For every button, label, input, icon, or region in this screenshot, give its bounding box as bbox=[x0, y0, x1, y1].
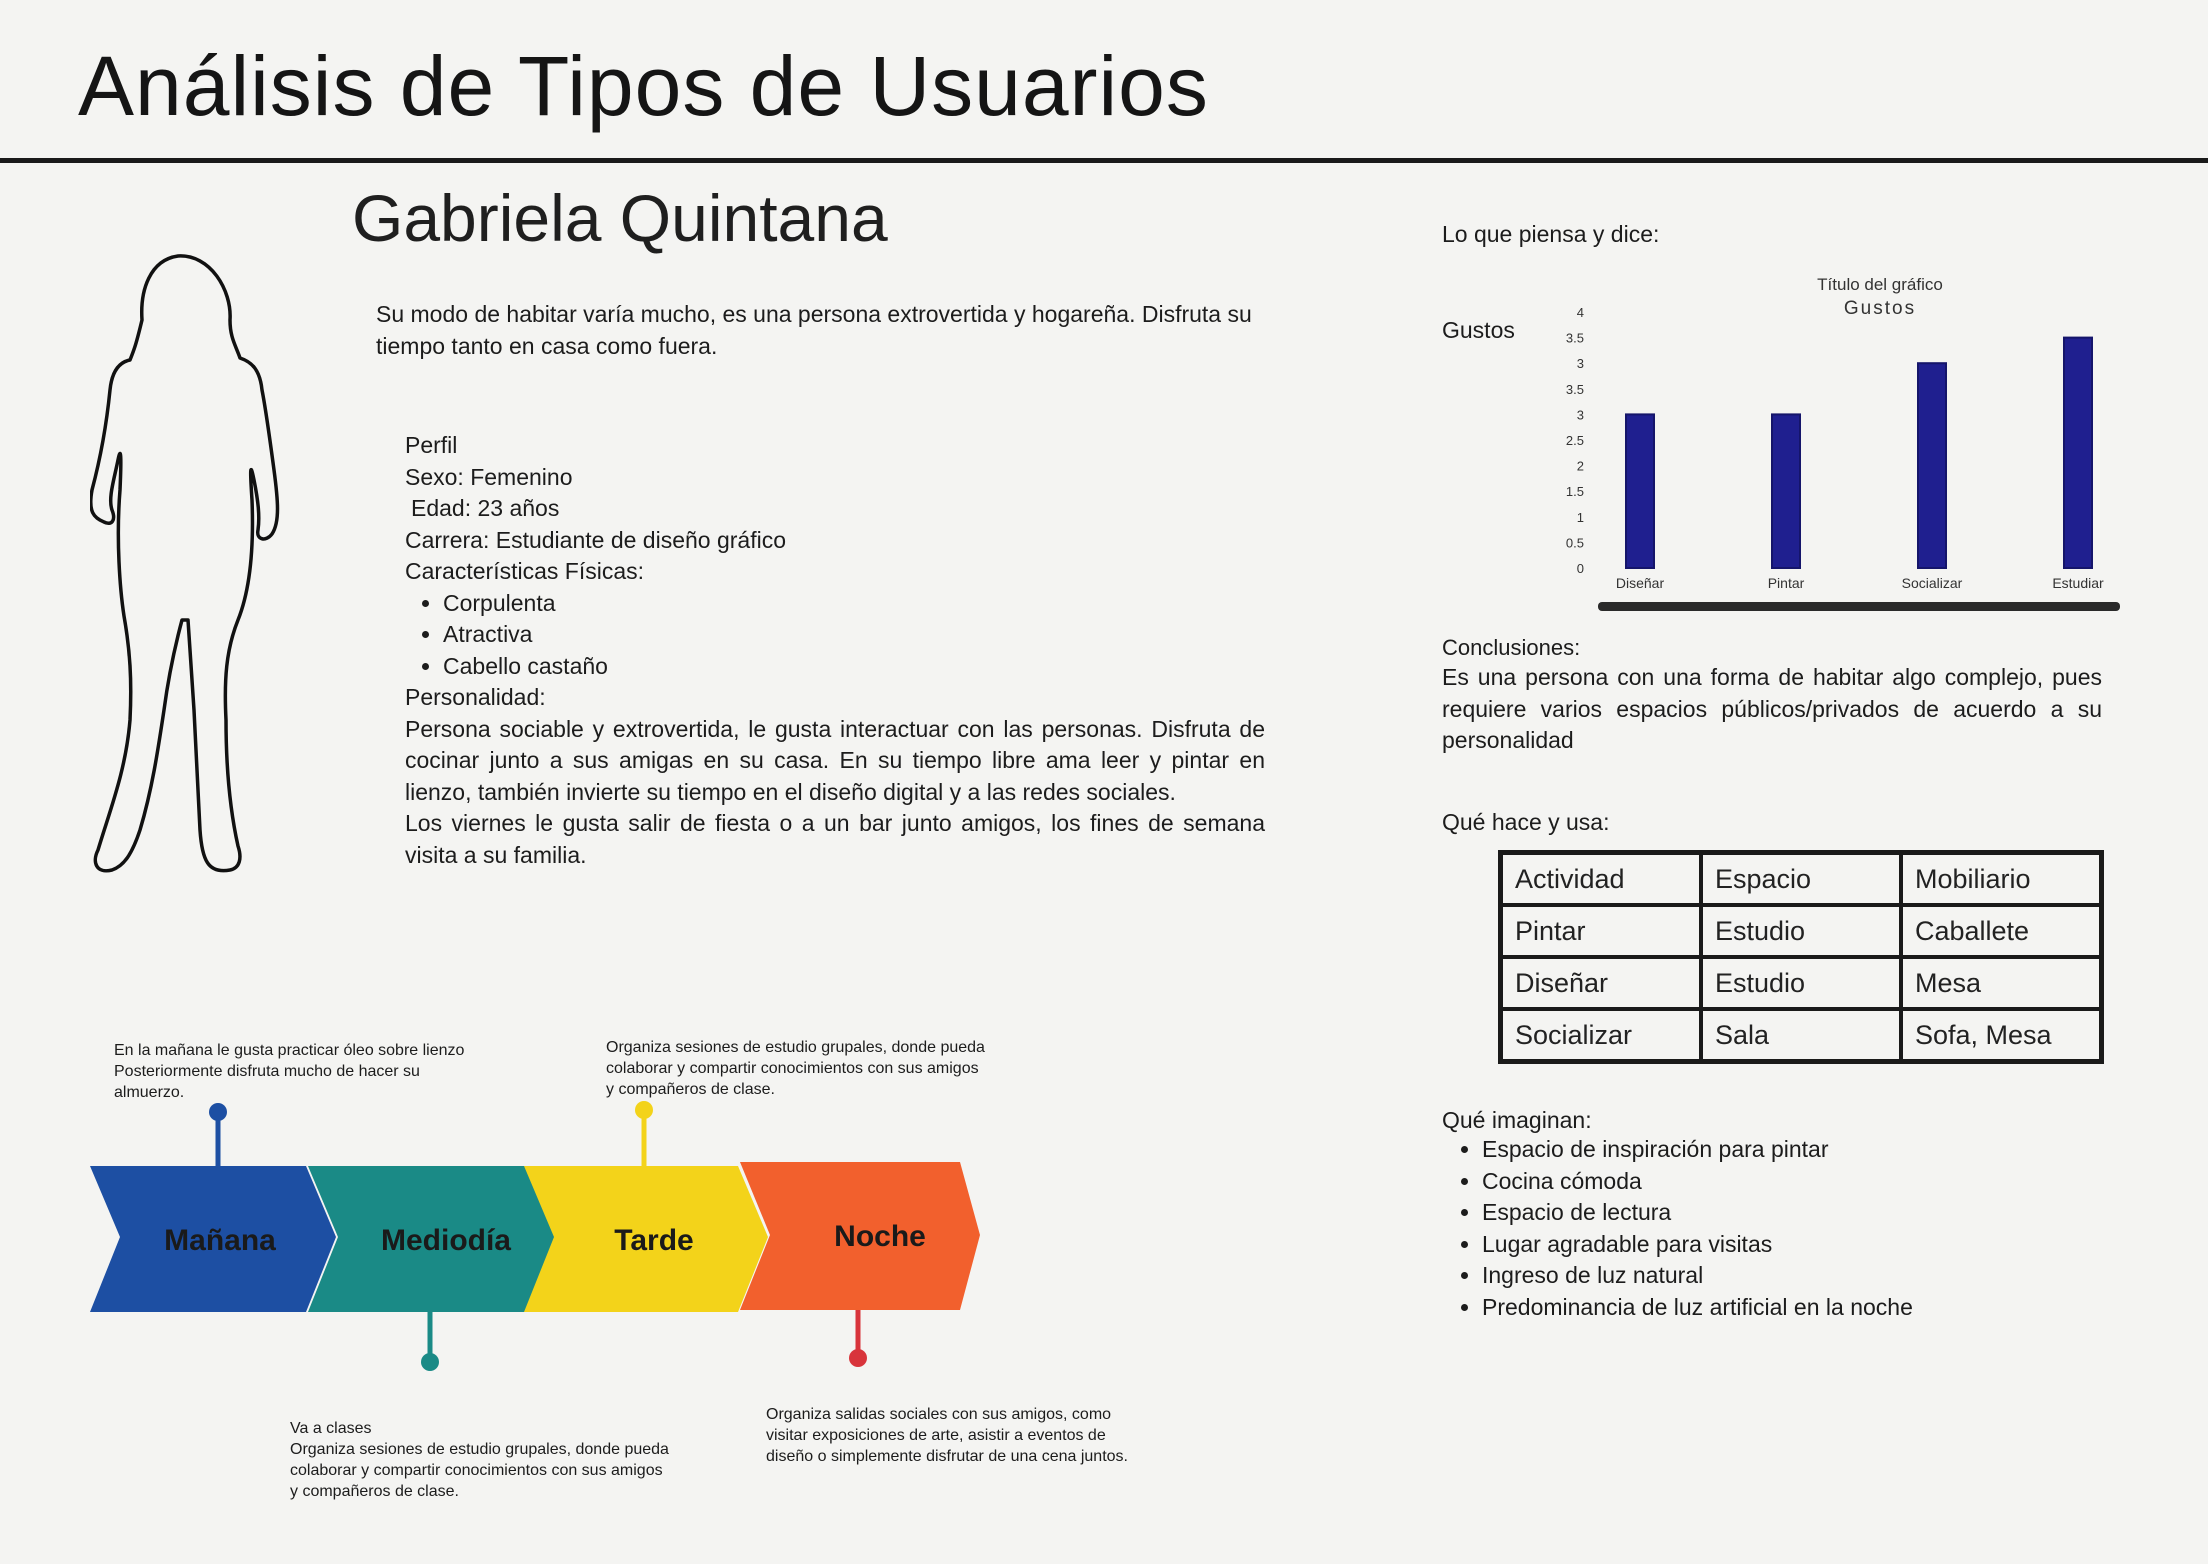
profile-age: Edad: 23 años bbox=[411, 495, 560, 521]
person-silhouette-icon bbox=[90, 250, 290, 890]
y-tick-label: 3.5 bbox=[1565, 330, 1584, 346]
list-item: • Predominancia de luz artificial en la noche bbox=[1482, 1292, 1962, 1324]
imagine-list bbox=[1442, 1134, 1962, 1323]
pin-mediodia bbox=[421, 1312, 439, 1371]
profile-career: Carrera: Estudiante de diseño gráfico bbox=[405, 526, 786, 553]
table-cell: Mobiliario bbox=[1901, 853, 2102, 906]
chart-title: Título del gráfico bbox=[1817, 275, 1943, 294]
x-tick-label: Diseñar bbox=[1615, 575, 1665, 591]
profile-section bbox=[405, 430, 1265, 871]
table-cell: Estudio bbox=[1701, 957, 1901, 1009]
profile-heading: Perfil bbox=[405, 432, 458, 458]
y-tick-label: 2 bbox=[1576, 458, 1584, 474]
table-row bbox=[1501, 853, 2102, 906]
note-manana: En la mañana le gusta practicar óleo sobre lienzo Posteriormente disfruta mucho de hacer su almuerzo. bbox=[114, 1042, 465, 1101]
chart-subtitle: Gustos bbox=[1843, 298, 1917, 319]
x-tick-label: Socializar bbox=[1901, 575, 1963, 591]
table-cell: Caballete bbox=[1901, 905, 2102, 957]
list-item: • Espacio de inspiración para pintar bbox=[1482, 1134, 1962, 1166]
imagine-heading: Qué imaginan: bbox=[1442, 1107, 1592, 1133]
gustos-label: Gustos bbox=[1442, 317, 1515, 343]
table-cell: Pintar bbox=[1501, 905, 1702, 957]
pin-noche bbox=[849, 1310, 867, 1367]
list-item: • Lugar agradable para visitas bbox=[1482, 1229, 1962, 1261]
conclusions-heading: Conclusiones: bbox=[1442, 635, 1581, 660]
list-item: • Cocina cómoda bbox=[1482, 1166, 1962, 1198]
table-cell: Actividad bbox=[1501, 853, 1702, 906]
list-item: • Espacio de lectura bbox=[1482, 1197, 1962, 1229]
physical-heading: Características Físicas: bbox=[405, 558, 644, 584]
user-intro: Su modo de habitar varía mucho, es una persona extrovertida y hogareña. Disfruta su tiempo tanto en casa como fuera. bbox=[376, 301, 1252, 359]
thinks-says-heading: Lo que piensa y dice: bbox=[1442, 221, 1660, 247]
table-cell: Diseñar bbox=[1501, 957, 1702, 1009]
y-tick-label: 3.5 bbox=[1565, 381, 1584, 397]
table-cell: Sofa, Mesa bbox=[1901, 1009, 2102, 1062]
y-tick-label: 0.5 bbox=[1565, 535, 1584, 551]
list-item: • Corpulenta bbox=[443, 588, 1265, 620]
activities-heading: Qué hace y usa: bbox=[1442, 809, 1610, 835]
title-divider bbox=[0, 158, 2208, 163]
chart-baseline bbox=[1598, 602, 2120, 611]
table-row bbox=[1501, 1009, 2102, 1062]
table-cell: Espacio bbox=[1701, 853, 1901, 906]
stage-label-tarde: Tarde bbox=[614, 1224, 694, 1257]
y-tick-label: 3 bbox=[1576, 356, 1584, 372]
personality-text: Persona sociable y extrovertida, le gusta interactuar con las personas. Disfruta de cocinar junto a sus amigas en su casa. En su tiempo libre ama leer y pintar en lienzo, también invierte su tiempo en el diseño digital y a las redes sociales. bbox=[405, 715, 1265, 805]
y-tick-label: 3 bbox=[1576, 407, 1584, 423]
y-tick-label: 2.5 bbox=[1565, 433, 1584, 448]
list-item: • Ingreso de luz natural bbox=[1482, 1260, 1962, 1292]
conclusions-text: Es una persona con una forma de habitar algo complejo, pues requiere varios espacios públicos/privados de acuerdo a su personalidad bbox=[1442, 664, 2102, 753]
bar-pintar bbox=[1772, 414, 1800, 568]
y-tick-label: 1 bbox=[1576, 509, 1584, 525]
pin-tarde bbox=[635, 1101, 653, 1168]
y-tick-label: 4 bbox=[1576, 305, 1584, 320]
table-cell: Sala bbox=[1701, 1009, 1901, 1062]
gustos-bar-chart bbox=[1540, 268, 2160, 618]
chart-bars bbox=[1626, 338, 2092, 568]
page-title: Análisis de Tipos de Usuarios bbox=[78, 39, 1209, 133]
pin-manana bbox=[209, 1103, 227, 1168]
y-tick-label: 0 bbox=[1576, 561, 1584, 576]
activities-table bbox=[1498, 850, 2104, 1064]
list-item: • Cabello castaño bbox=[443, 651, 1265, 683]
y-tick-label: 1.5 bbox=[1565, 484, 1584, 500]
profile-sex: Sexo: Femenino bbox=[405, 463, 573, 490]
user-name: Gabriela Quintana bbox=[352, 181, 888, 255]
stage-label-mediodia: Mediodía bbox=[380, 1224, 512, 1257]
bar-socializar bbox=[1918, 363, 1946, 568]
personality-text-2: Los viernes le gusta salir de fiesta o a un bar junto amigos, los fines de semana visita a su familia. bbox=[405, 810, 1265, 868]
note-noche: Organiza salidas sociales con sus amigos, como visitar exposiciones de arte, asistir a eventos de diseño o simplemente disfrutar de una cena juntos. bbox=[766, 1406, 1128, 1465]
stage-label-manana: Mañana bbox=[164, 1224, 276, 1257]
stage-label-noche: Noche bbox=[834, 1220, 926, 1253]
table-row bbox=[1501, 957, 2102, 1009]
bar-estudiar bbox=[2064, 338, 2092, 568]
list-item: • Atractiva bbox=[443, 619, 1265, 651]
table-cell: Mesa bbox=[1901, 957, 2102, 1009]
note-mediodia: Va a clases Organiza sesiones de estudio grupales, donde pueda colaborar y compartir conocimientos con sus amigos y compañeros de clase. bbox=[290, 1420, 669, 1500]
x-tick-label: Estudiar bbox=[2052, 575, 2104, 591]
imagine-section bbox=[1442, 1134, 1962, 1323]
x-tick-label: Pintar bbox=[1767, 575, 1805, 591]
x-axis-labels bbox=[1616, 575, 2104, 591]
bar-diseñar bbox=[1626, 414, 1654, 568]
table-row bbox=[1501, 905, 2102, 957]
note-tarde: Organiza sesiones de estudio grupales, donde pueda colaborar y compartir conocimientos con sus amigos y compañeros de clase. bbox=[606, 1039, 985, 1098]
table-cell: Socializar bbox=[1501, 1009, 1702, 1062]
physical-list bbox=[405, 588, 1265, 683]
table-cell: Estudio bbox=[1701, 905, 1901, 957]
personality-heading: Personalidad: bbox=[405, 684, 546, 710]
y-axis-ticks bbox=[1566, 305, 1584, 576]
